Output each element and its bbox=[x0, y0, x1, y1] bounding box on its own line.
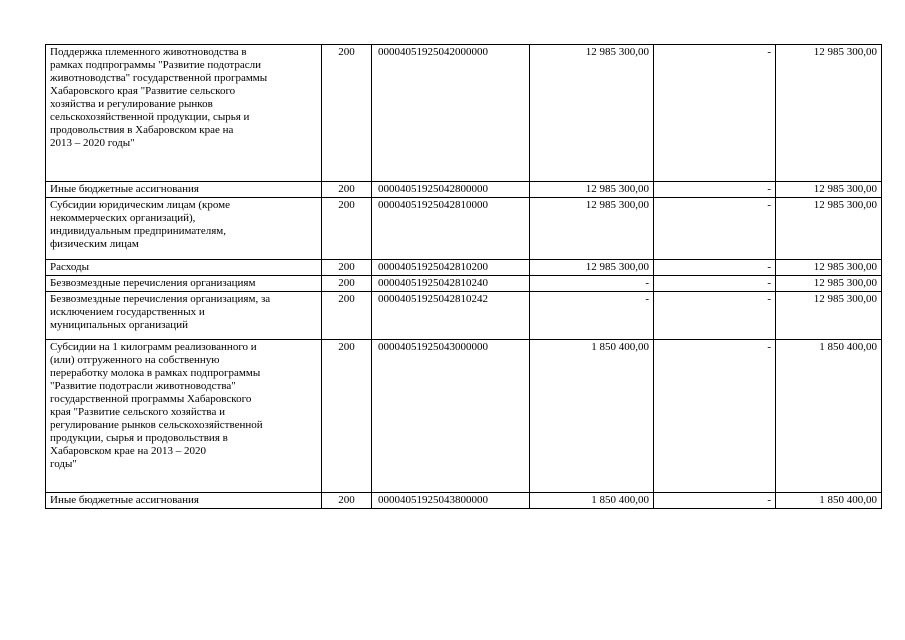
row-kbk: 00004051925042000000 bbox=[372, 45, 530, 182]
row-executed: - bbox=[654, 182, 776, 198]
row-name: Субсидии на 1 килограмм реализованного и (или) отгруженного на собственную переработку молока в рамках подпрограммы "Развитие подотрасли животноводства" государственной программы Хабаровского края "Развитие сельского хозяйства и регулирование рынков сельскохозяйственной продукции, сырья и продовольствия в Хабаровском крае на 2013 – 2020 годы" bbox=[46, 340, 322, 493]
row-code: 200 bbox=[322, 493, 372, 509]
row-name: Поддержка племенного животноводства в рамках подпрограммы "Развитие подотрасли животноводства" государственной программы Хабаровского края "Развитие сельского хозяйства и регулирование рынков сельскохозяйственной продукции, сырья и продовольствия в Хабаровском крае на 2013 – 2020 годы" bbox=[46, 45, 322, 182]
row-executed: - bbox=[654, 292, 776, 340]
row-remaining: 12 985 300,00 bbox=[776, 260, 882, 276]
row-remaining: 12 985 300,00 bbox=[776, 292, 882, 340]
row-name: Субсидии юридическим лицам (кроме некоммерческих организаций), индивидуальным предпринимателям, физическим лицам bbox=[46, 198, 322, 260]
row-name: Расходы bbox=[46, 260, 322, 276]
table-row bbox=[46, 182, 882, 198]
row-code: 200 bbox=[322, 292, 372, 340]
row-approved: 12 985 300,00 bbox=[530, 260, 654, 276]
row-name: Безвозмездные перечисления организациям, за исключением государственных и муниципальных организаций bbox=[46, 292, 322, 340]
row-code: 200 bbox=[322, 276, 372, 292]
table-row bbox=[46, 493, 882, 509]
row-remaining: 12 985 300,00 bbox=[776, 182, 882, 198]
row-code: 200 bbox=[322, 198, 372, 260]
table-row bbox=[46, 260, 882, 276]
row-kbk: 00004051925042810242 bbox=[372, 292, 530, 340]
row-approved: - bbox=[530, 292, 654, 340]
row-remaining: 1 850 400,00 bbox=[776, 493, 882, 509]
row-remaining: 12 985 300,00 bbox=[776, 198, 882, 260]
row-approved: 1 850 400,00 bbox=[530, 493, 654, 509]
row-name: Иные бюджетные ассигнования bbox=[46, 493, 322, 509]
row-code: 200 bbox=[322, 182, 372, 198]
table-row bbox=[46, 198, 882, 260]
row-kbk: 00004051925042810200 bbox=[372, 260, 530, 276]
table-row bbox=[46, 292, 882, 340]
table-row bbox=[46, 340, 882, 493]
row-executed: - bbox=[654, 493, 776, 509]
row-kbk: 00004051925043800000 bbox=[372, 493, 530, 509]
row-code: 200 bbox=[322, 45, 372, 182]
row-code: 200 bbox=[322, 260, 372, 276]
row-approved: 12 985 300,00 bbox=[530, 182, 654, 198]
row-executed: - bbox=[654, 276, 776, 292]
row-approved: 12 985 300,00 bbox=[530, 198, 654, 260]
row-remaining: 12 985 300,00 bbox=[776, 45, 882, 182]
table-row bbox=[46, 45, 882, 182]
row-approved: 1 850 400,00 bbox=[530, 340, 654, 493]
row-kbk: 00004051925042810240 bbox=[372, 276, 530, 292]
row-kbk: 00004051925042800000 bbox=[372, 182, 530, 198]
row-approved: - bbox=[530, 276, 654, 292]
row-executed: - bbox=[654, 198, 776, 260]
row-name: Безвозмездные перечисления организациям bbox=[46, 276, 322, 292]
row-approved: 12 985 300,00 bbox=[530, 45, 654, 182]
row-name: Иные бюджетные ассигнования bbox=[46, 182, 322, 198]
row-kbk: 00004051925042810000 bbox=[372, 198, 530, 260]
row-executed: - bbox=[654, 340, 776, 493]
row-remaining: 1 850 400,00 bbox=[776, 340, 882, 493]
row-executed: - bbox=[654, 45, 776, 182]
budget-table bbox=[45, 44, 882, 509]
table-row bbox=[46, 276, 882, 292]
row-remaining: 12 985 300,00 bbox=[776, 276, 882, 292]
row-kbk: 00004051925043000000 bbox=[372, 340, 530, 493]
row-executed: - bbox=[654, 260, 776, 276]
row-code: 200 bbox=[322, 340, 372, 493]
